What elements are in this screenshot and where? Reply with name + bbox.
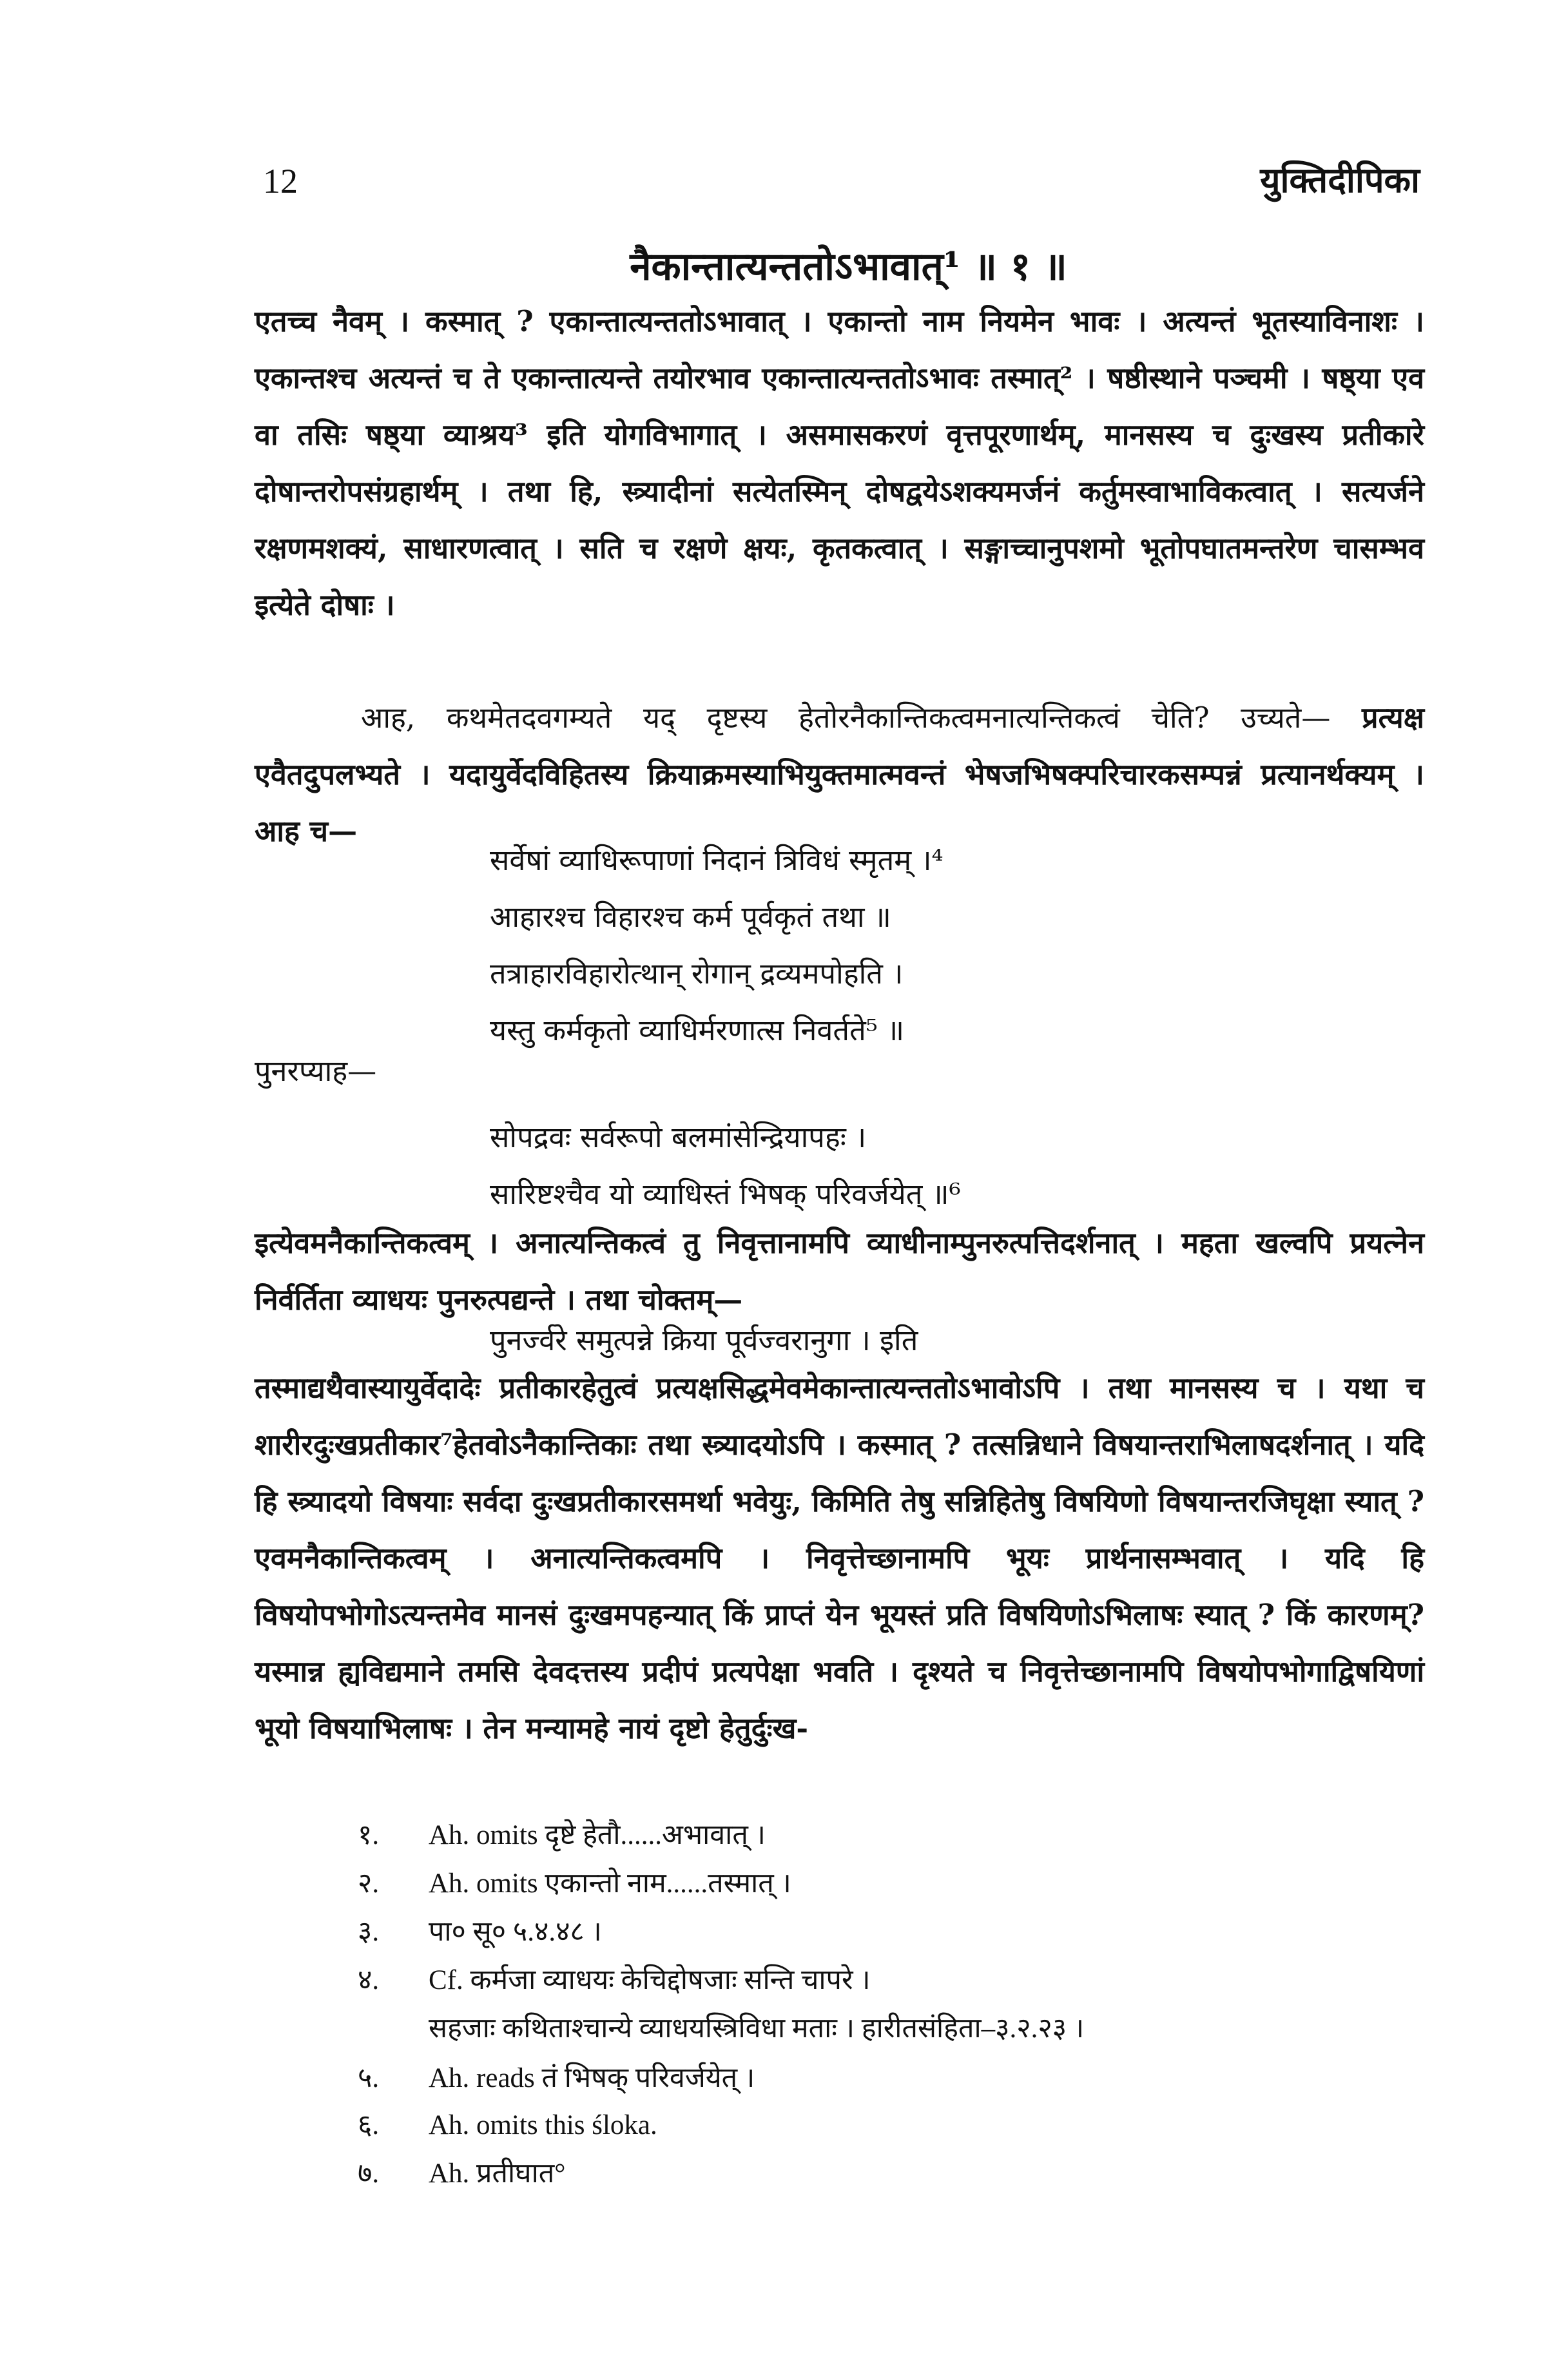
- running-title: युक्तिदीपिका: [1260, 159, 1420, 200]
- footnote-number: १.: [358, 1820, 380, 1850]
- verse-line: तत्राहारविहारोत्थान् रोगान् द्रव्यमपोहति ।: [490, 956, 904, 991]
- footnote-number: २.: [358, 1868, 380, 1899]
- verse-line: आहारश्च विहारश्च कर्म पूर्वकृतं तथा ॥: [490, 900, 891, 934]
- footnote: [358, 2104, 657, 2142]
- verse-line: यस्तु कर्मकृतो व्याधिर्मरणात्स निवर्तते⁵ ॥: [490, 1013, 905, 1047]
- footnote: [358, 1911, 602, 1949]
- footnote: [358, 2057, 755, 2095]
- footnote-number: ६.: [358, 2110, 380, 2140]
- verse-line: पुनर्ज्वरे समुत्पन्ने क्रिया पूर्वज्वरानुगा । इति: [490, 1323, 918, 1357]
- footnote-text: Ah. omits एकान्तो नाम......तस्मात् ।: [429, 1868, 791, 1899]
- verse-line: सारिष्टश्चैव यो व्याधिस्तं भिषक् परिवर्जयेत् ॥⁶: [490, 1177, 961, 1211]
- footnote-number: ७.: [358, 2158, 380, 2189]
- page-number: 12: [263, 162, 298, 200]
- footnote: [358, 1959, 871, 1997]
- paragraph-2-rest: प्रत्यक्ष एवैतदुपलभ्यते । यदायुर्वेदविहितस्य क्रियाक्रमस्याभियुक्तमात्मवन्तं भेषजभिषक्परिचारकसम्पन्नं प्रत्यानर्थक्यम् । आह च—: [255, 701, 1424, 848]
- paragraph-1: एतच्च नैवम् । कस्मात् ? एकान्तात्यन्ततोऽभावात् । एकान्तो नाम नियमेन भावः । अत्यन्तं भूतस्याविनाशः । एकान्तश्च अत्यन्तं च ते एकान्तात्यन्ते तयोरभाव एकान्तात्यन्ततोऽभावः तस्मात्² । षष्ठीस्थाने पञ्चमी । षष्ठ्या एव वा तसिः षष्ठ्या व्याश्रय³ इति योगविभागात् । असमासकरणं वृत्तपूरणार्थम्, मानसस्य च दुःखस्य प्रतीकारे दोषान्तरोपसंग्रहार्थम् । तथा हि, स्त्र्यादीनां सत्येतस्मिन् दोषद्वयेऽशक्यमर्जनं कर्तुमस्वाभाविकत्वात् । सत्यर्जने रक्षणमशक्यं, साधारणत्वात् । सति च रक्षणे क्षयः, कृतकत्वात् । सङ्गाच्चानुपशमो भूतोपघातमन्तरेण चासम्भव इत्येते दोषाः ।: [255, 304, 1424, 622]
- paragraph-2-lead: आह, कथमेतदवगम्यते यद् दृष्टस्य हेतोरनैकान्तिकत्वमनात्यन्तिकत्वं चेति? उच्यते—: [361, 701, 1331, 735]
- footnote-text: Cf. कर्मजा व्याधयः केचिद्दोषजाः सन्ति चापरे ।: [429, 1965, 871, 1995]
- footnote-number: ३.: [358, 1917, 380, 1947]
- footnote-number: ४.: [358, 1965, 380, 1995]
- footnote-text: सहजाः कथिताश्चान्ये व्याधयस्त्रिविधा मताः । हारीतसंहिता–३.२.२३ ।: [429, 2013, 1085, 2044]
- footnote: [358, 1814, 766, 1852]
- verse-line: सर्वेषां व्याधिरूपाणां निदानं त्रिविधं स्मृतम् ।⁴: [490, 843, 944, 877]
- footnote: [358, 1863, 791, 1901]
- punarapyaha-label: पुनरप्याह—: [255, 1054, 377, 1088]
- paragraph-4: तस्माद्यथैवास्यायुर्वेदादेः प्रतीकारहेतुत्वं प्रत्यक्षसिद्धमेवमेकान्तात्यन्ततोऽभावोऽपि । तथा मानसस्य च । यथा च शारीरदुःखप्रतीकार⁷हेतवोऽनैकान्तिकाः तथा स्त्र्यादयोऽपि । कस्मात् ? तत्सन्निधाने विषयान्तराभिलाषदर्शनात् । यदि हि स्त्र्यादयो विषयाः सर्वदा दुःखप्रतीकारसमर्था भवेयुः, किमिति तेषु सन्निहितेषु विषयिणो विषयान्तरजिघृक्षा स्यात् ? एवमनैकान्तिकत्वम् । अनात्यन्तिकत्वमपि । निवृत्तेच्छानामपि भूयः प्रार्थनासम्भवात् । यदि हि विषयोपभोगोऽत्यन्तमेव मानसं दुःखमपहन्यात् किं प्राप्तं येन भूयस्तं प्रति विषयिणोऽभिलाषः स्यात् ? किं कारणम्? यस्मान्न ह्यविद्यमाने तमसि देवदत्तस्य प्रदीपं प्रत्यपेक्षा भवति । दृश्यते च निवृत्तेच्छानामपि विषयोपभोगाद्विषयिणां भूयो विषयाभिलाषः । तेन मन्यामहे नायं दृष्टो हेतुर्दुःख-: [255, 1371, 1424, 1745]
- verse-line: सोपद्रवः सर्वरूपो बलमांसेन्द्रियापहः ।: [490, 1120, 867, 1154]
- footnote-continuation: [358, 2008, 1084, 2046]
- sutra-heading: नैकान्तात्यन्ततोऽभावात्¹ ॥ १ ॥: [630, 244, 1067, 289]
- paragraph-3: इत्येवमनैकान्तिकत्वम् । अनात्यन्तिकत्वं तु निवृत्तानामपि व्याधीनाम्पुनरुत्पत्तिदर्शनात् । महता खल्वपि प्रयत्नेन निर्वर्तिता व्याधयः पुनरुत्पद्यन्ते । तथा चोक्तम्—: [255, 1226, 1424, 1317]
- footnote-text: Ah. omits दृष्टे हेतौ......अभावात् ।: [429, 1820, 766, 1850]
- footnote-text: पा० सू० ५.४.४८ ।: [429, 1917, 602, 1947]
- footnote-text: Ah. omits this śloka.: [429, 2110, 657, 2140]
- footnote-text: Ah. reads तं भिषक् परिवर्जयेत् ।: [429, 2063, 755, 2093]
- footnote-number: ५.: [358, 2063, 380, 2093]
- footnote: [358, 2153, 565, 2191]
- footnote-text: Ah. प्रतीघात°: [429, 2158, 566, 2189]
